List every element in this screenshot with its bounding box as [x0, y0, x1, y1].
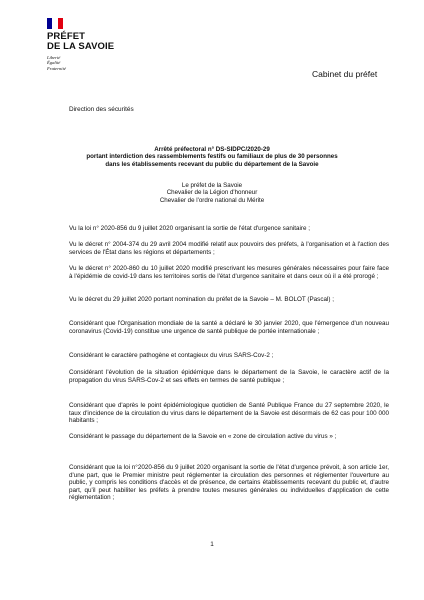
logo-title-line-1: PRÉFET	[47, 31, 86, 42]
visa-paragraph: Vu le décret n° 2020-860 du 10 juillet 2020 modifié prescrivant les mesures générales nécessaires pour faire face à l'épidémie de covid-19 dans les territoires sortis de l'état d'urgence sanitaire et dans ceux où il a été prorogé ;	[69, 265, 389, 280]
decree-title-line: portant interdiction des rassemblements festifs ou familiaux de plus de 30 personnes	[86, 153, 338, 161]
prefecture-logo	[47, 18, 137, 71]
decree-title-line: dans les établissements recevant du public du département de la Savoie	[105, 160, 319, 168]
motto-liberte: Liberté	[47, 55, 61, 60]
motto-egalite: Égalité	[47, 60, 61, 66]
prefet-line: Chevalier de la Légion d'honneur	[166, 189, 258, 197]
decree-title	[30, 146, 394, 168]
prefet-signature-block	[30, 182, 394, 204]
prefet-line: Chevalier de l'ordre national du Mérite	[159, 196, 265, 204]
considerant-paragraph: Considérant que l'Organisation mondiale de la santé a déclaré le 30 janvier 2020, que l'émergence d'un nouveau coronavirus (Covid-19) constitue une urgence de santé publique de portée internationale ;	[69, 320, 389, 335]
considerant-paragraph: Considérant le passage du département de la Savoie en « zone de circulation active du virus » ;	[69, 433, 337, 440]
republic-motto	[47, 55, 137, 71]
page-number: 1	[210, 541, 214, 548]
logo-title-line-2: DE LA SAVOIE	[47, 41, 115, 52]
considerant-paragraph: Considérant que d'après le point épidémiologique quotidien de Santé Publique France du 27 septembre 2020, le taux d'incidence de la circulation du virus dans le département de la Savoie est désormais de 62 cas pour 100 000 habitants ;	[69, 402, 389, 425]
marianne-flag-icon	[47, 18, 63, 29]
visa-paragraph: Vu le décret n° 2004-374 du 29 avril 2004 modifié relatif aux pouvoirs des préfets, à l'organisation et à l'action des services de l'État dans les régions et départements ;	[69, 241, 389, 256]
considerant-paragraph: Considérant que la loi n°2020-856 du 9 juillet 2020 organisant la sortie de l'état d'urgence prévoit, à son article 1er, d'une part, que le Premier ministre peut réglementer la circulation des personnes et réglementer l'ouverture au public, y compris les conditions d'accès et de présence, de certains établissements recevant du public et, d'autre part, qu'il peut habiliter les préfets à prendre toutes mesures générales ou individuelles d'application de cette réglementation ;	[69, 464, 389, 502]
flag-red-band	[58, 18, 63, 29]
prefet-line: Le préfet de la Savoie	[181, 182, 243, 189]
considerant-paragraph: Considérant le caractère pathogène et contagieux du virus SARS-Cov-2 ;	[69, 352, 274, 359]
motto-fraternite: Fraternité	[47, 65, 66, 71]
direction-label: Direction des sécurités	[69, 106, 134, 113]
visa-paragraph: Vu la loi n° 2020-856 du 9 juillet 2020 organisant la sortie de l'état d'urgence sanitaire ;	[69, 225, 310, 232]
cabinet-label: Cabinet du préfet	[312, 69, 378, 79]
visa-paragraph: Vu le décret du 29 juillet 2020 portant nomination du préfet de la Savoie – M. BOLOT (Pascal) ;	[69, 296, 334, 303]
considerant-paragraph: Considérant l'évolution de la situation épidémique dans le département de la Savoie, le caractère actif de la propagation du virus SARS-Cov-2 et ses effets en termes de santé publique ;	[69, 369, 389, 384]
decree-title-line: Arrêté préfectoral n° DS-SIDPC/2020-29	[154, 146, 270, 153]
